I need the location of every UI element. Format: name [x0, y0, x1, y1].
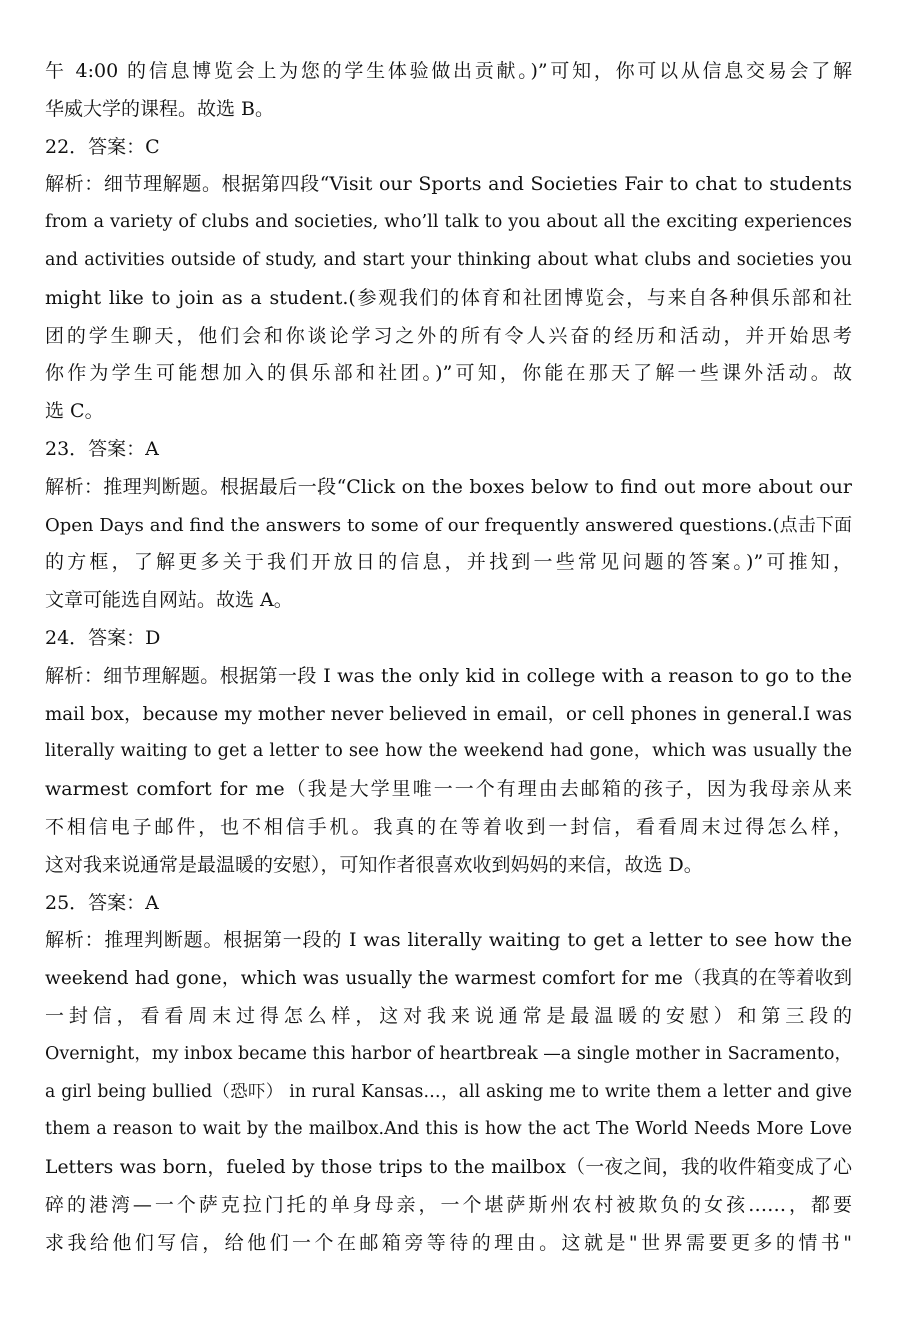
text-line: 解析：细节理解题。根据第四段“Visit our Sports and Societies Fair to chat to students: [45, 173, 852, 196]
text-line: Overnight，my inbox became this harbor of heartbreak —a single mother in Sacramento，: [45, 1043, 852, 1064]
text-line: literally waiting to get a letter to see how the weekend had gone，which was usually the: [45, 741, 852, 762]
text-line: 解析：细节理解题。根据第一段 I was the only kid in college with a reason to go to the: [45, 664, 852, 687]
text-line: 你作为学生可能想加入的俱乐部和社团。)”可知，你能在那天了解一些课外活动。故: [45, 362, 852, 385]
text-line: 这对我来说通常是最温暖的安慰），可知作者很喜欢收到妈妈的来信，故选 D。: [45, 853, 703, 876]
answer-heading: 23．答案：A: [45, 437, 159, 460]
text-line: 的方框，了解更多关于我们开放日的信息，并找到一些常见问题的答案。)”可推知，: [45, 551, 852, 574]
answer-heading: 22．答案：C: [45, 135, 160, 158]
text-line: 不相信电子邮件，也不相信手机。我真的在等着收到一封信，看看周末过得怎么样，: [45, 815, 852, 838]
text-line: 华威大学的课程。故选 B。: [45, 97, 275, 120]
text-line: a girl being bullied（恐吓） in rural Kansas…，all asking me to write them a letter and give: [45, 1081, 852, 1102]
text-line: from a variety of clubs and societies, who’ll talk to you about all the exciting experiences: [45, 212, 852, 233]
text-line: 一封信，看看周末过得怎么样，这对我来说通常是最温暖的安慰）和第三段的: [45, 1004, 852, 1027]
answer-heading: 25．答案：A: [45, 891, 159, 914]
text-line: 碎的港湾—一个萨克拉门托的单身母亲，一个堪萨斯州农村被欺负的女孩……，都要: [45, 1193, 852, 1216]
text-line: 解析：推理判断题。根据第一段的 I was literally waiting to get a letter to see how the: [45, 929, 852, 952]
text-line: 解析：推理判断题。根据最后一段“Click on the boxes below to find out more about our: [45, 475, 852, 498]
text-line: Open Days and find the answers to some of our frequently answered questions.(点击下面: [45, 514, 852, 536]
text-line: 团的学生聊天，他们会和你谈论学习之外的所有令人兴奋的经历和活动，并开始思考: [45, 324, 852, 347]
text-line: 文章可能选自网站。故选 A。: [45, 589, 293, 612]
text-line: weekend had gone，which was usually the warmest comfort for me（我真的在等着收到: [45, 968, 852, 990]
document-page: [45, 53, 852, 1263]
text-line: 午 4:00 的信息博览会上为您的学生体验做出贡献。)”可知，你可以从信息交易会了解: [45, 60, 852, 82]
text-line: Letters was born，fueled by those trips to the mailbox（一夜之间，我的收件箱变成了心: [45, 1157, 852, 1179]
text-line: them a reason to wait by the mailbox.And this is how the act The World Needs More Love: [45, 1119, 852, 1140]
text-line: 选 C。: [45, 400, 104, 423]
text-line: 求我给他们写信，给他们一个在邮箱旁等待的理由。这就是"世界需要更多的情书": [45, 1231, 852, 1254]
answer-heading: 24．答案：D: [45, 626, 161, 649]
text-line: might like to join as a student.(参观我们的体育和社团博览会，与来自各种俱乐部和社: [45, 286, 852, 309]
text-line: and activities outside of study, and start your thinking about what clubs and societies you: [45, 249, 852, 270]
text-line: mail box，because my mother never believed in email，or cell phones in general.I was: [45, 703, 852, 725]
text-line: warmest comfort for me（我是大学里唯一一个有理由去邮箱的孩子，因为我母亲从来: [45, 778, 852, 801]
